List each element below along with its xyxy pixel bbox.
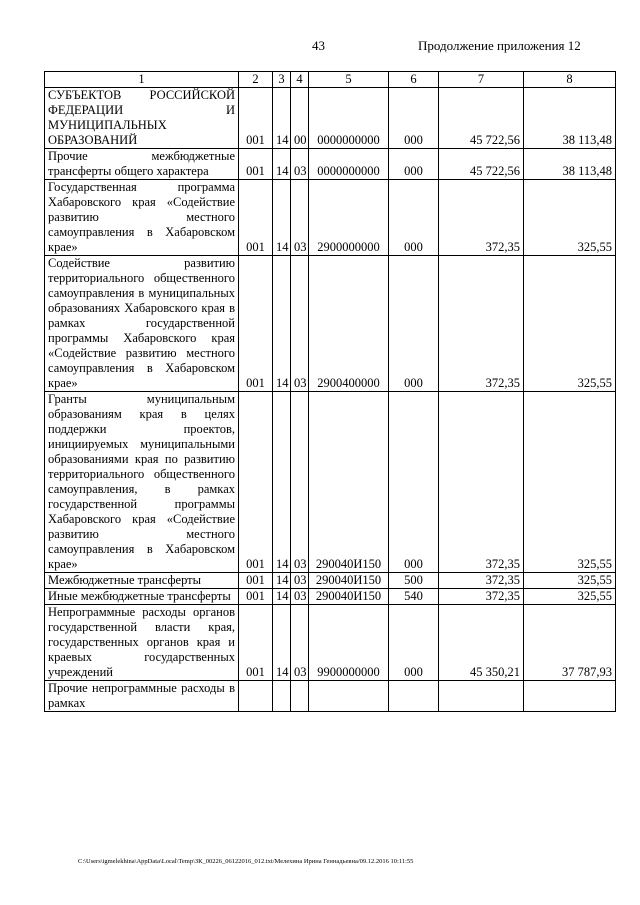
row-name-cell: Непрограммные расходы органов государственной власти края, государственных органов края и краевых государственных учреждений (45, 605, 239, 681)
column-header: 6 (389, 72, 439, 88)
row-name-cell: Прочие непрограммные расходы в рамках (45, 681, 239, 712)
row-name-cell: Гранты муниципальным образованиям края в целях поддержки проектов, инициируемых муниципальными образованиями края по развитию территориального общественного самоуправления, в рамках государственной программы Хабаровского края «Содействие развитию местного самоуправления в Хабаровском крае» (45, 392, 239, 573)
cell-col4: 03 (291, 256, 309, 392)
cell-col3: 14 (273, 589, 291, 605)
cell-col5: 290040И150 (309, 573, 389, 589)
cell-col7: 45 350,21 (439, 605, 524, 681)
cell-col6: 000 (389, 256, 439, 392)
cell-col2: 001 (239, 392, 273, 573)
cell-col6 (389, 681, 439, 712)
table-row (45, 256, 616, 392)
row-name-cell: СУБЪЕКТОВ РОССИЙСКОЙ ФЕДЕРАЦИИ И МУНИЦИПАЛЬНЫХ ОБРАЗОВАНИЙ (45, 88, 239, 149)
cell-col5: 0000000000 (309, 149, 389, 180)
column-header: 5 (309, 72, 389, 88)
column-header: 4 (291, 72, 309, 88)
cell-col8: 325,55 (524, 180, 616, 256)
cell-col3: 14 (273, 392, 291, 573)
column-header: 7 (439, 72, 524, 88)
cell-col6: 000 (389, 180, 439, 256)
table-row (45, 681, 616, 712)
cell-col8 (524, 681, 616, 712)
cell-col3: 14 (273, 180, 291, 256)
cell-col2: 001 (239, 180, 273, 256)
appendix-continuation-label: Продолжение приложения 12 (418, 38, 581, 53)
cell-col8: 325,55 (524, 392, 616, 573)
cell-col6: 000 (389, 605, 439, 681)
cell-col4: 00 (291, 88, 309, 149)
cell-col3: 14 (273, 88, 291, 149)
cell-col2: 001 (239, 149, 273, 180)
column-header: 1 (45, 72, 239, 88)
cell-col7: 45 722,56 (439, 149, 524, 180)
table-row (45, 589, 616, 605)
cell-col4: 03 (291, 605, 309, 681)
table-row (45, 88, 616, 149)
row-name-cell: Прочие межбюджетные трансферты общего характера (45, 149, 239, 180)
cell-col8: 325,55 (524, 573, 616, 589)
cell-col6: 000 (389, 88, 439, 149)
cell-col7: 45 722,56 (439, 88, 524, 149)
cell-col4: 03 (291, 589, 309, 605)
row-name-cell: Межбюджетные трансферты (45, 573, 239, 589)
cell-col4: 03 (291, 573, 309, 589)
footer-file-path: C:\Users\igmelekhina\AppData\Local\Temp\ЗК_00226_06122016_012.txt/Мелехина Ирина Геннадьевна/09.12.2016 10:11:55 (78, 858, 414, 865)
row-name-cell: Иные межбюджетные трансферты (45, 589, 239, 605)
table-row (45, 180, 616, 256)
cell-col6: 540 (389, 589, 439, 605)
row-name-cell: Государственная программа Хабаровского края «Содействие развитию местного самоуправления в Хабаровском крае» (45, 180, 239, 256)
cell-col5: 0000000000 (309, 88, 389, 149)
column-header: 8 (524, 72, 616, 88)
cell-col5 (309, 681, 389, 712)
cell-col3: 14 (273, 149, 291, 180)
cell-col4: 03 (291, 149, 309, 180)
cell-col4: 03 (291, 392, 309, 573)
page-number: 43 (312, 38, 325, 53)
cell-col3 (273, 681, 291, 712)
table-row (45, 392, 616, 573)
table-row (45, 149, 616, 180)
cell-col7: 372,35 (439, 573, 524, 589)
cell-col2: 001 (239, 88, 273, 149)
cell-col2: 001 (239, 256, 273, 392)
cell-col5: 2900000000 (309, 180, 389, 256)
column-header: 2 (239, 72, 273, 88)
cell-col6: 500 (389, 573, 439, 589)
row-name-cell: Содействие развитию территориального общественного самоуправления в муниципальных образованиях Хабаровского края в рамках государственной программы Хабаровского края «Содействие развитию местного самоуправления в Хабаровском крае» (45, 256, 239, 392)
cell-col7: 372,35 (439, 589, 524, 605)
cell-col5: 9900000000 (309, 605, 389, 681)
cell-col2: 001 (239, 573, 273, 589)
cell-col3: 14 (273, 256, 291, 392)
cell-col3: 14 (273, 605, 291, 681)
cell-col7: 372,35 (439, 392, 524, 573)
cell-col8: 38 113,48 (524, 149, 616, 180)
table-header-row (45, 72, 616, 88)
cell-col7: 372,35 (439, 256, 524, 392)
cell-col8: 325,55 (524, 256, 616, 392)
cell-col6: 000 (389, 149, 439, 180)
table-row (45, 605, 616, 681)
cell-col7 (439, 681, 524, 712)
cell-col5: 290040И150 (309, 589, 389, 605)
budget-table (44, 71, 616, 712)
cell-col4: 03 (291, 180, 309, 256)
cell-col4 (291, 681, 309, 712)
cell-col5: 2900400000 (309, 256, 389, 392)
cell-col2: 001 (239, 605, 273, 681)
table-row (45, 573, 616, 589)
cell-col7: 372,35 (439, 180, 524, 256)
cell-col2 (239, 681, 273, 712)
cell-col8: 325,55 (524, 589, 616, 605)
cell-col2: 001 (239, 589, 273, 605)
cell-col3: 14 (273, 573, 291, 589)
cell-col5: 290040И150 (309, 392, 389, 573)
cell-col8: 38 113,48 (524, 88, 616, 149)
column-header: 3 (273, 72, 291, 88)
cell-col6: 000 (389, 392, 439, 573)
cell-col8: 37 787,93 (524, 605, 616, 681)
